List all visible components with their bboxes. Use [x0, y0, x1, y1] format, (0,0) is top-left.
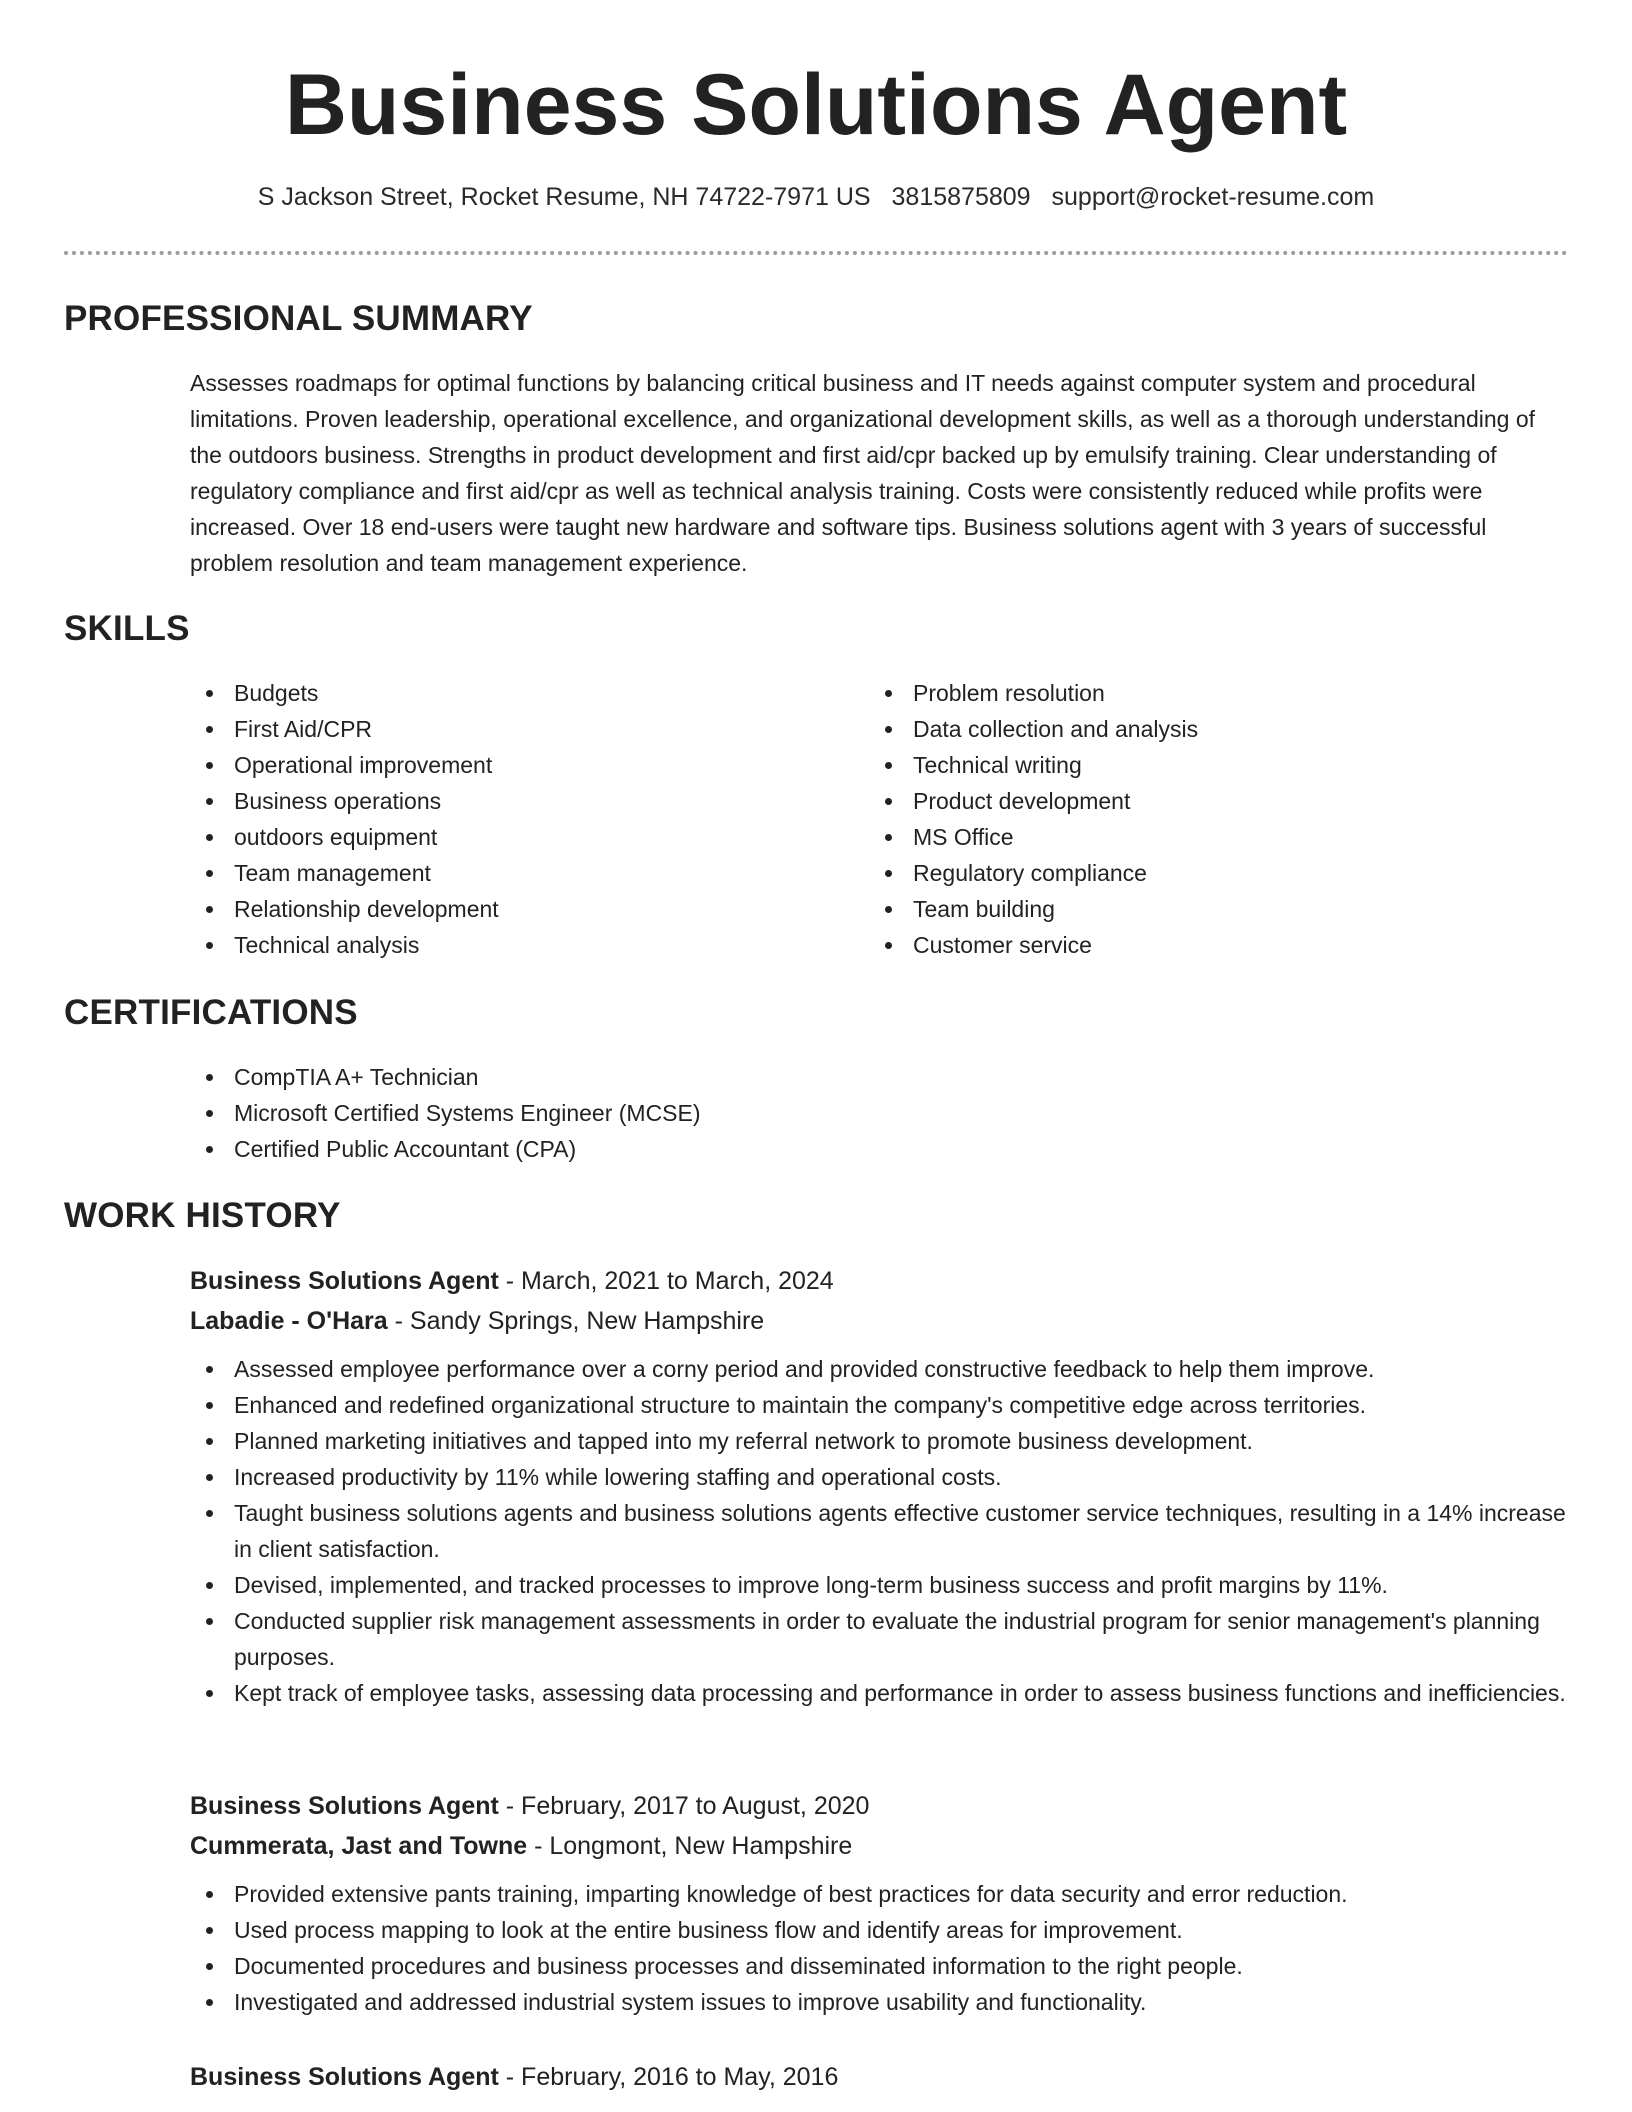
job-company-line — [190, 1826, 1570, 1866]
job-duty: Enhanced and redefined organizational structure to maintain the company's competitive edge across territories. — [190, 1387, 1570, 1423]
skill-item: Data collection and analysis — [869, 711, 1469, 747]
skill-item: Customer service — [869, 927, 1469, 963]
job-location: - Sandy Springs, New Hampshire — [387, 1307, 765, 1335]
skill-item: First Aid/CPR — [190, 711, 790, 747]
job-duty: Investigated and addressed industrial system issues to improve usability and functionality. — [190, 1984, 1570, 2020]
job-entry — [190, 2057, 1570, 2097]
job-duty: Planned marketing initiatives and tapped into my referral network to promote business development. — [190, 1423, 1570, 1459]
work-history-heading: WORK HISTORY — [64, 1196, 341, 1235]
skill-item: Regulatory compliance — [869, 855, 1469, 891]
job-location: - Longmont, New Hampshire — [527, 1832, 853, 1860]
job-title: Business Solutions Agent — [190, 2063, 499, 2091]
skills-column-left — [190, 675, 790, 963]
contact-phone: 3815875809 — [891, 183, 1031, 211]
skill-item: Technical analysis — [190, 927, 790, 963]
summary-text: Assesses roadmaps for optimal functions by balancing critical business and IT needs against computer system and procedural limitations. Proven leadership, operational excellence, and organizational development skills, as well as a thorough understanding of the outdoors business. Strengths in product development and first aid/cpr backed up by emulsify training. Clear understanding of regulatory compliance and first aid/cpr as well as technical analysis training. Costs were consistently reduced while profits were increased. Over 18 end-users were taught new hardware and software tips. Business solutions agent with 3 years of successful problem resolution and team management experience. — [190, 370, 1536, 576]
skill-item: outdoors equipment — [190, 819, 790, 855]
job-title-line — [190, 1261, 1570, 1301]
job-duty: Increased productivity by 11% while lowering staffing and operational costs. — [190, 1459, 1570, 1495]
job-duty: Provided extensive pants training, imparting knowledge of best practices for data security and error reduction. — [190, 1876, 1570, 1912]
job-duty: Kept track of employee tasks, assessing data processing and performance in order to assess business functions and inefficiencies. — [190, 1675, 1570, 1711]
job-duties — [190, 1351, 1570, 1711]
job-duty: Devised, implemented, and tracked processes to improve long-term business success and profit margins by 11%. — [190, 1567, 1570, 1603]
job-entry — [190, 1261, 1570, 1711]
certification-item: CompTIA A+ Technician — [190, 1059, 1190, 1095]
job-company: Cummerata, Jast and Towne — [190, 1832, 528, 1860]
job-duty: Assessed employee performance over a corny period and provided constructive feedback to help them improve. — [190, 1351, 1570, 1387]
job-dates: - February, 2016 to May, 2016 — [498, 2063, 839, 2091]
certifications-list — [190, 1059, 1190, 1167]
skill-item: Team building — [869, 891, 1469, 927]
skill-item: Relationship development — [190, 891, 790, 927]
job-title: Business Solutions Agent — [190, 1267, 499, 1295]
job-duty: Conducted supplier risk management assessments in order to evaluate the industrial program for senior management's planning purposes. — [190, 1603, 1570, 1675]
skill-item: Product development — [869, 783, 1469, 819]
job-dates: - March, 2021 to March, 2024 — [498, 1267, 834, 1295]
summary-heading: PROFESSIONAL SUMMARY — [64, 299, 533, 338]
skill-item: Technical writing — [869, 747, 1469, 783]
job-duty: Taught business solutions agents and business solutions agents effective customer service techniques, resulting in a 14% increase in client satisfaction. — [190, 1495, 1570, 1567]
job-duty: Used process mapping to look at the entire business flow and identify areas for improvement. — [190, 1912, 1570, 1948]
job-company: Labadie - O'Hara — [190, 1307, 388, 1335]
contact-address: S Jackson Street, Rocket Resume, NH 74722-7971 US — [257, 183, 871, 211]
job-title: Business Solutions Agent — [190, 1792, 499, 1820]
skill-item: Budgets — [190, 675, 790, 711]
skill-item: Operational improvement — [190, 747, 790, 783]
skill-item: Team management — [190, 855, 790, 891]
job-title-line — [190, 1786, 1570, 1826]
skills-column-right — [869, 675, 1469, 963]
job-entry — [190, 1786, 1570, 2020]
job-dates: - February, 2017 to August, 2020 — [498, 1792, 870, 1820]
certification-item: Certified Public Accountant (CPA) — [190, 1131, 1190, 1167]
header-divider — [64, 251, 1568, 255]
skill-item: MS Office — [869, 819, 1469, 855]
contact-email: support@rocket-resume.com — [1051, 183, 1375, 211]
job-duty: Documented procedures and business processes and disseminated information to the right people. — [190, 1948, 1570, 1984]
certification-item: Microsoft Certified Systems Engineer (MCSE) — [190, 1095, 1190, 1131]
resume-title: Business Solutions Agent — [284, 57, 1348, 153]
skill-item: Business operations — [190, 783, 790, 819]
skill-item: Problem resolution — [869, 675, 1469, 711]
skills-heading: SKILLS — [64, 609, 190, 648]
job-duties — [190, 1876, 1570, 2020]
job-title-line — [190, 2057, 1570, 2097]
contact-line — [0, 180, 1632, 214]
job-company-line — [190, 1301, 1570, 1341]
certifications-heading: CERTIFICATIONS — [64, 993, 358, 1032]
